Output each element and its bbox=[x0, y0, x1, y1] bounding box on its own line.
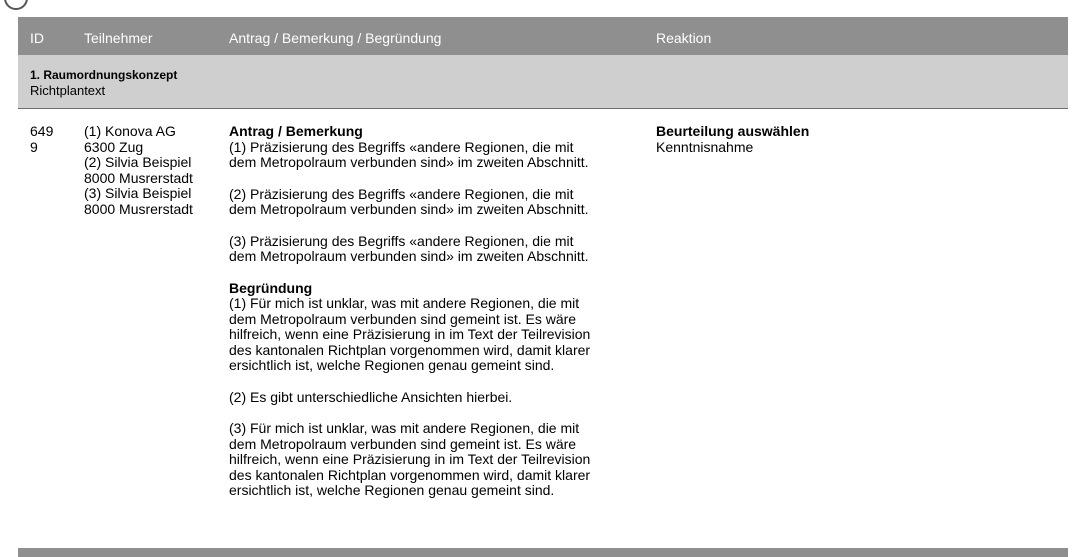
participant-list bbox=[84, 124, 224, 217]
participant-line: (1) Konova AG bbox=[84, 123, 176, 139]
circle-icon bbox=[4, 0, 28, 10]
antrag-item: (1) Präzisierung des Begriffs «andere Regionen, die mit dem Metropolraum verbunden sind» im zweiten Abschnitt. bbox=[229, 138, 589, 170]
reaction-value: Kenntnisnahme bbox=[656, 138, 754, 155]
begruendung-item: (3) Für mich ist unklar, was mit andere Regionen, die mit dem Metropolraum verbunden sind gemeint ist. Es wäre hilfreich, wenn eine Präzisierung in im Text der Teilrevision des kantonalen Richtplan vorgenommen wird, damit klarer ersichtlich ist, welche Regionen genau gemeint sind. bbox=[229, 420, 591, 498]
header-reaction: Reaktion bbox=[656, 30, 712, 46]
reaction-select[interactable]: Beurteilung auswählen bbox=[656, 123, 810, 139]
header-request: Antrag / Bemerkung / Begründung bbox=[229, 30, 442, 46]
participant-line: 8000 Musrerstadt bbox=[84, 169, 193, 186]
next-row-bar bbox=[18, 548, 1068, 557]
section-title: 1. Raumordnungskonzept bbox=[30, 68, 178, 82]
entry-id: 649 9 bbox=[30, 123, 54, 155]
begruendung-heading: Begründung bbox=[229, 279, 313, 296]
antrag-item: (3) Präzisierung des Begriffs «andere Regionen, die mit dem Metropolraum verbunden sind» im zweiten Abschnitt. bbox=[229, 232, 589, 264]
begruendung-item: (1) Für mich ist unklar, was mit andere Regionen, die mit dem Metropolraum verbunden sind gemeint ist. Es wäre hilfreich, wenn eine Präzisierung in im Text der Teilrevision des kantonalen Richtplan vorgenommen wird, damit klarer ersichtlich ist, welche Regionen genau gemeint sind. bbox=[229, 295, 591, 373]
participant-line: (2) Silvia Beispiel bbox=[84, 154, 192, 170]
reaction-column bbox=[656, 124, 1056, 155]
request-column bbox=[229, 124, 649, 515]
begruendung-item: (2) Es gibt unterschiedliche Ansichten hierbei. bbox=[229, 388, 513, 405]
participant-line: 6300 Zug bbox=[84, 138, 144, 155]
header-id: ID bbox=[30, 30, 44, 46]
header-participant: Teilnehmer bbox=[84, 30, 153, 46]
antrag-item: (2) Präzisierung des Begriffs «andere Regionen, die mit dem Metropolraum verbunden sind» im zweiten Abschnitt. bbox=[229, 185, 589, 217]
participant-line: (3) Silvia Beispiel bbox=[84, 185, 192, 201]
participant-line: 8000 Musrerstadt bbox=[84, 200, 193, 217]
table-header bbox=[18, 17, 1068, 55]
antrag-heading: Antrag / Bemerkung bbox=[229, 123, 363, 139]
section-subtitle: Richtplantext bbox=[30, 83, 106, 98]
section-row bbox=[18, 55, 1068, 109]
